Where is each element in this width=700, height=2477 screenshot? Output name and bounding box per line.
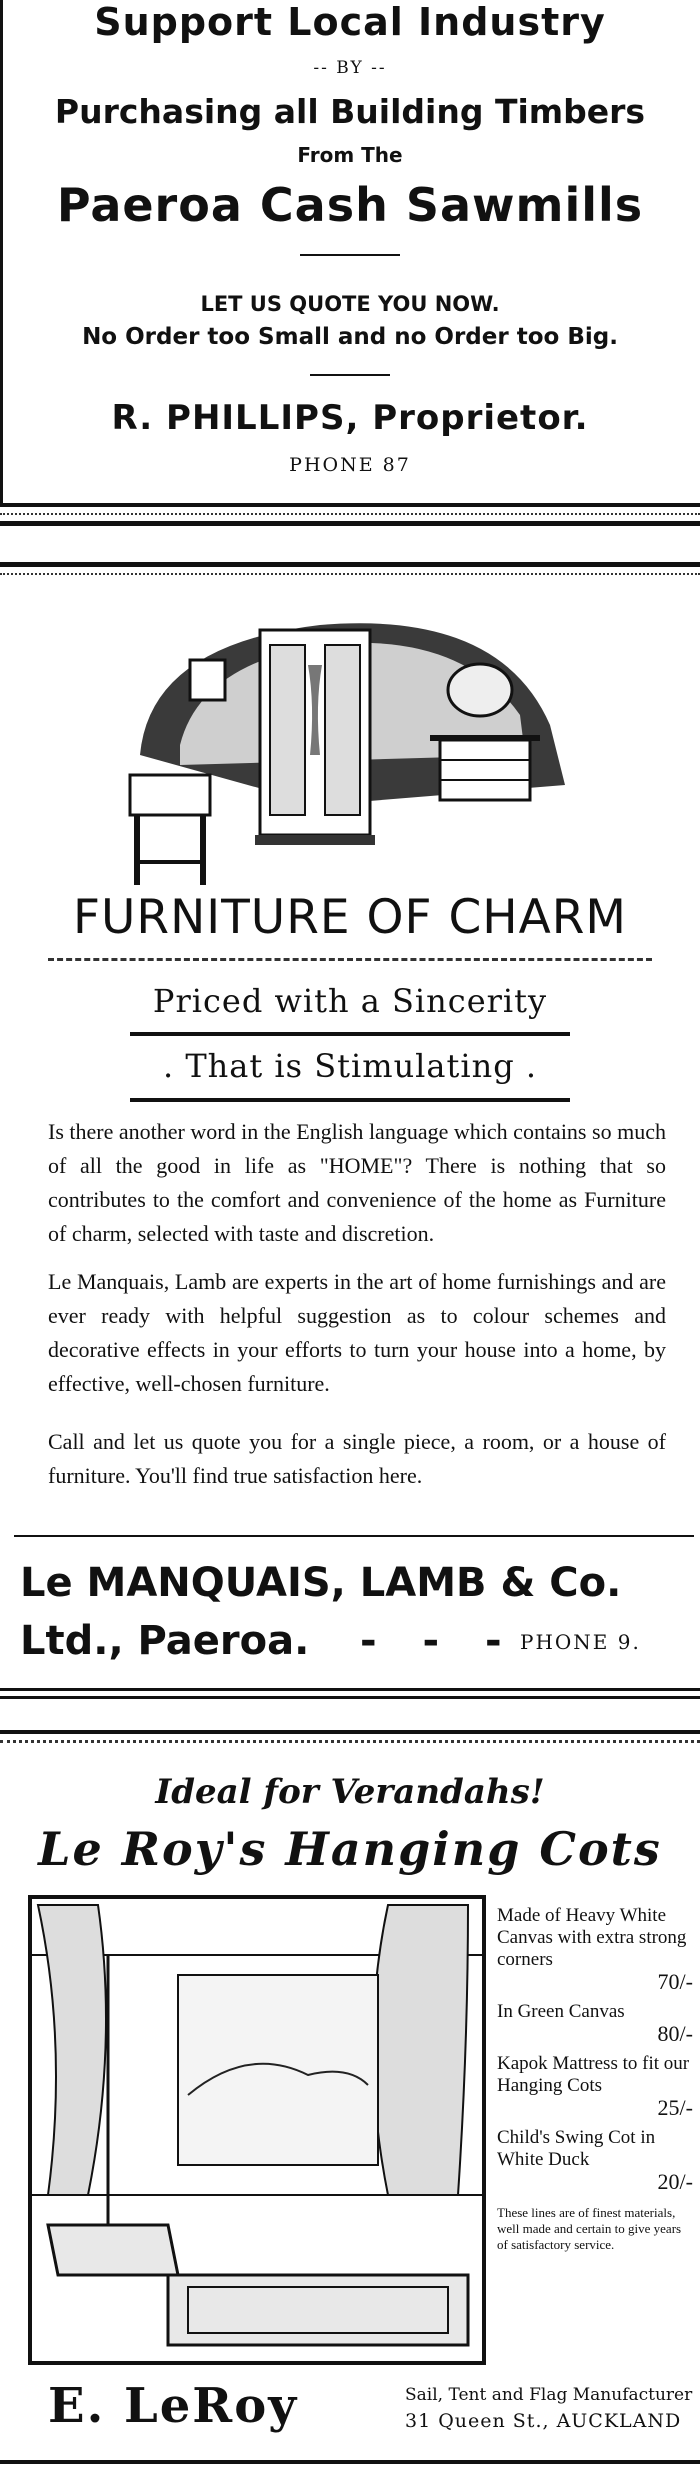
furniture-company-1: Le MANQUAIS, LAMB & Co. <box>20 1560 622 1606</box>
furniture-illustration <box>120 605 580 885</box>
furniture-rule-3 <box>130 1098 570 1102</box>
furniture-tagline2: . That is Stimulating . <box>162 1047 538 1085</box>
leroy-item-2: In Green Canvas <box>497 2001 625 2022</box>
furniture-dashes: - - - <box>360 1618 518 1664</box>
leroy-name: E. LeRoy <box>48 2378 299 2434</box>
furniture-rule-1 <box>48 958 652 961</box>
divider-2c <box>0 1730 700 1734</box>
leroy-item-3: Kapok Mattress to fit our Hanging Cots <box>497 2053 690 2096</box>
leroy-price-1: 70/- <box>657 1969 693 1994</box>
leroy-price-list <box>497 1905 693 2253</box>
leroy-price-2: 80/- <box>657 2021 693 2046</box>
sawmill-phone: PHONE 87 <box>289 454 411 476</box>
sawmill-proprietor: R. PHILLIPS, Proprietor. <box>111 398 589 438</box>
hanging-cot-illustration <box>28 1895 486 2365</box>
sawmill-headline: Support Local Industry <box>94 0 606 44</box>
divider-1e <box>0 573 700 575</box>
sawmill-by: -- BY -- <box>313 58 387 78</box>
furniture-rule-4 <box>14 1535 694 1537</box>
furniture-company-2: Ltd., Paeroa. <box>20 1618 310 1664</box>
leroy-address-1: Sail, Tent and Flag Manufacturer <box>405 2385 693 2405</box>
sawmill-short-rule-1 <box>300 254 400 256</box>
leroy-headline2: Le Roy's Hanging Cots <box>38 1822 662 1876</box>
furniture-phone: PHONE 9. <box>520 1630 641 1654</box>
furniture-paragraph-1: Is there another word in the English language which contains so much of all the good in life as "HOME"? There is nothing that so contributes to the comfort and convenience of the home as Furniture of charm, selected with taste and discretion. <box>48 1119 666 1246</box>
furniture-paragraph-3: Call and let us quote you for a single piece, a room, or a house of furniture. You'll find true satisfaction here. <box>48 1429 666 1488</box>
furniture-tagline1: Priced with a Sincerity <box>152 982 548 1020</box>
leroy-headline1: Ideal for Verandahs! <box>155 1772 545 1812</box>
leroy-item-1: Made of Heavy White Canvas with extra strong corners <box>497 1905 687 1970</box>
leroy-note: These lines are of finest materials, well made and certain to give years of satisfactory service. <box>497 2205 682 2252</box>
sawmill-name: Paeroa Cash Sawmills <box>56 178 644 232</box>
divider-1c <box>0 521 700 526</box>
divider-1d <box>0 562 700 567</box>
sawmill-line1: Purchasing all Building Timbers <box>54 92 646 131</box>
furniture-rule-2 <box>130 1032 570 1036</box>
sawmill-short-rule-2 <box>310 374 390 376</box>
leroy-item-4: Child's Swing Cot in White Duck <box>497 2127 656 2170</box>
divider-1b <box>0 513 700 515</box>
sawmill-quote: LET US QUOTE YOU NOW. <box>200 292 500 316</box>
divider-1a <box>0 503 700 507</box>
leroy-price-4: 20/- <box>657 2169 693 2194</box>
divider-2b <box>0 1696 700 1699</box>
furniture-paragraph-2: Le Manquais, Lamb are experts in the art of home furnishings and are ever ready with helpful suggestion as to colour schemes and decorative effects in your efforts to turn your house into a home, by effective, well-chosen furniture. <box>48 1269 666 1396</box>
bottom-rule <box>0 2460 700 2464</box>
divider-2a <box>0 1688 700 1691</box>
leroy-address-2: 31 Queen St., AUCKLAND <box>405 2410 682 2432</box>
sawmill-order: No Order too Small and no Order too Big. <box>82 324 618 350</box>
sawmill-from: From The <box>297 143 403 167</box>
furniture-headline: FURNITURE OF CHARM <box>72 890 627 945</box>
leroy-price-3: 25/- <box>657 2095 693 2120</box>
divider-2d <box>0 1740 700 1743</box>
